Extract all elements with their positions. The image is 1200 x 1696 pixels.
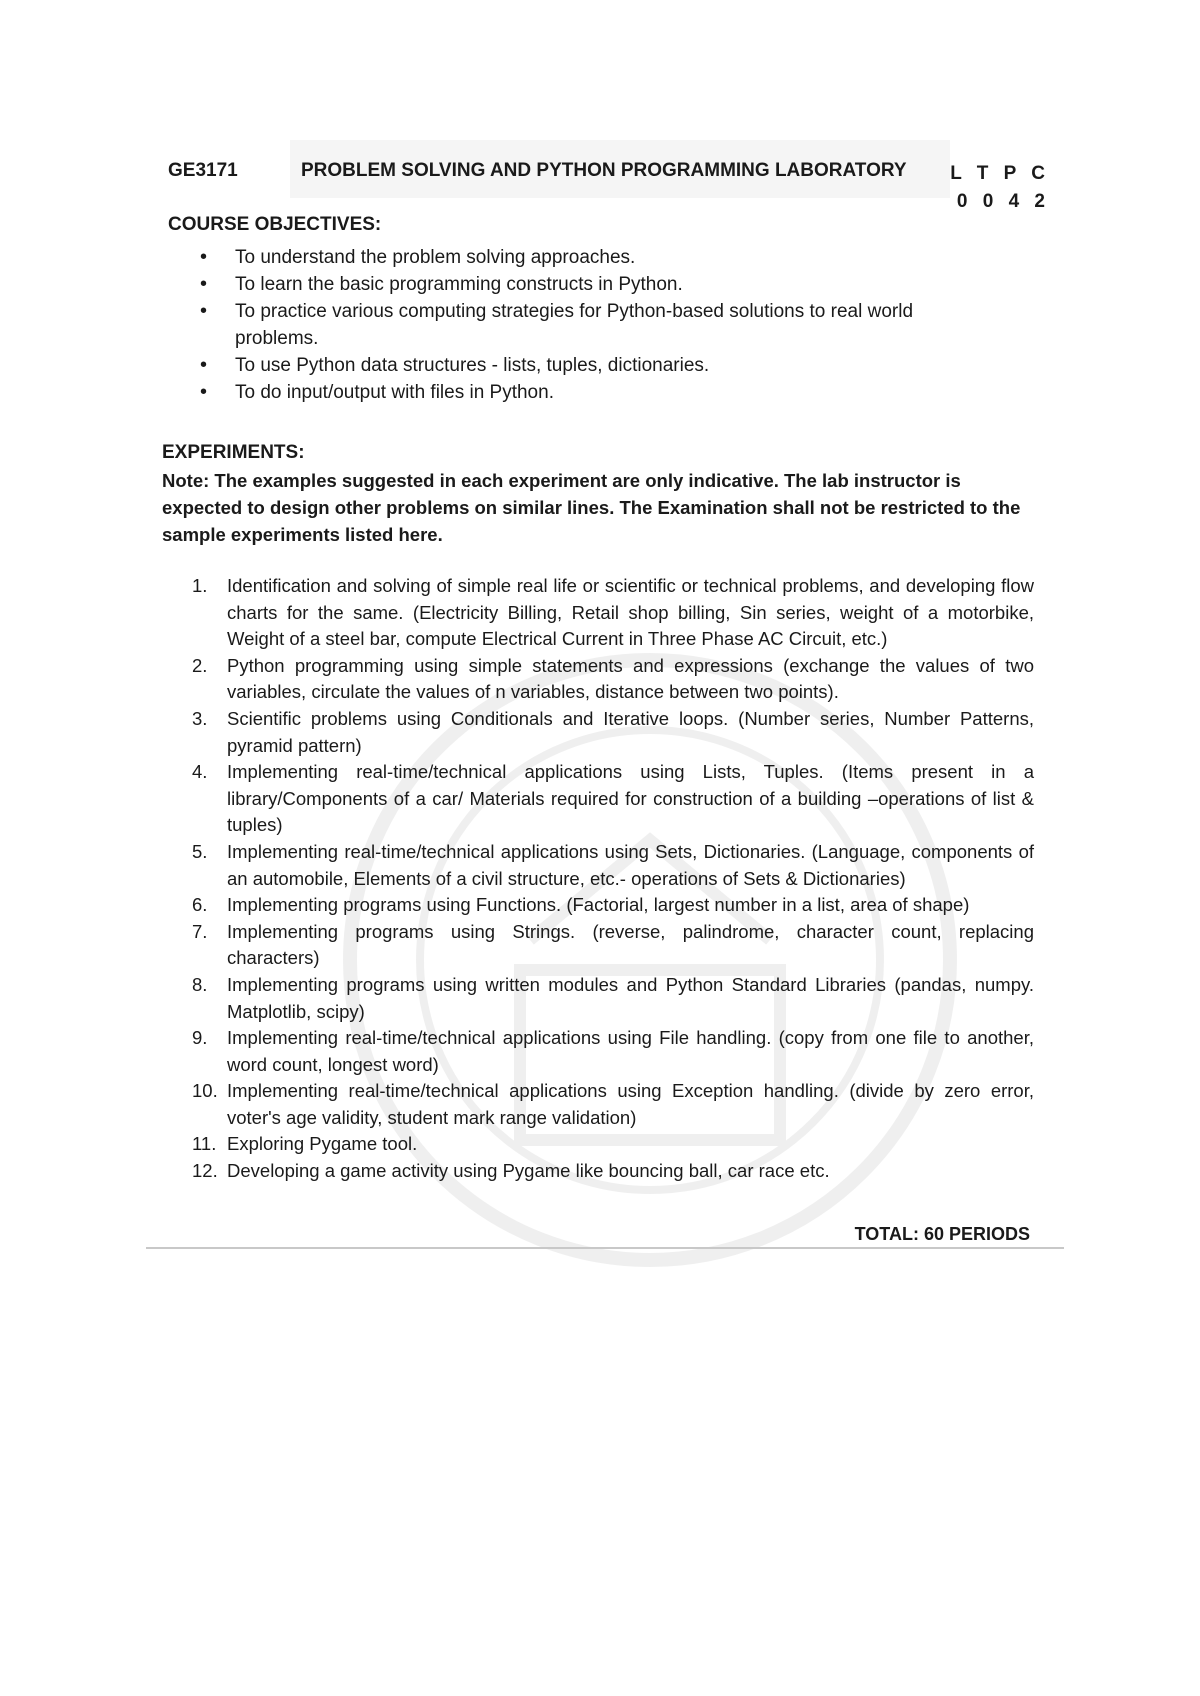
item-number: 9. <box>192 1027 208 1049</box>
experiments-list <box>192 573 1034 1185</box>
item-text: Developing a game activity using Pygame like bouncing ball, car race etc. <box>227 1160 830 1182</box>
item-number: 6. <box>192 894 208 916</box>
item-text: Scientific problems using Conditionals and Iterative loops. (Number series, Number Patterns, pyramid pattern) <box>227 707 1034 756</box>
item-number: 8. <box>192 973 208 995</box>
total-periods: TOTAL: 60 PERIODS <box>854 1224 1030 1244</box>
objectives-list <box>195 244 985 406</box>
course-code: GE3171 <box>168 160 238 181</box>
item-number: 4. <box>192 761 208 783</box>
list-item <box>192 892 1034 919</box>
item-text: Implementing programs using written modules and Python Standard Libraries (pandas, numpy. Matplotlib, scipy) <box>227 973 1034 1022</box>
ltpc-values: 0 0 4 2 <box>956 191 1050 212</box>
list-item <box>192 972 1034 1025</box>
ltpc-block <box>950 160 1050 216</box>
list-item: • To learn the basic programming constructs in Python. <box>195 271 985 298</box>
item-text: Implementing programs using Strings. (reverse, palindrome, character count, replacing characters) <box>227 920 1034 969</box>
item-number: 7. <box>192 920 208 942</box>
divider <box>146 1247 1064 1249</box>
item-number: 1. <box>192 575 208 596</box>
list-item <box>192 1131 1034 1158</box>
list-item <box>192 653 1034 706</box>
item-text: Exploring Pygame tool. <box>227 1133 418 1155</box>
item-number: 2. <box>192 654 208 676</box>
item-text: Python programming using simple statements and expressions (exchange the values of two variables, circulate the values of n variables, distance between two points). <box>227 654 1034 703</box>
item-text: Implementing real-time/technical applications using Exception handling. (divide by zero error, voter's age validity, student mark range validation) <box>227 1080 1034 1128</box>
item-text: Implementing real-time/technical applications using Lists, Tuples. (Items present in a library/Components of a car/ Materials required for construction of a building –operations of list & tuples) <box>227 761 1034 836</box>
experiments-heading: EXPERIMENTS: <box>162 442 305 463</box>
item-text: Implementing real-time/technical applications using Sets, Dictionaries. (Language, components of an automobile, Elements of a civil structure, etc.- operations of Sets & Dictionaries) <box>227 840 1034 889</box>
item-text: Implementing programs using Functions. (Factorial, largest number in a list, area of shape) <box>227 894 970 916</box>
list-item: • To practice various computing strategies for Python-based solutions to real world problems. <box>195 298 985 352</box>
objectives-heading: COURSE OBJECTIVES: <box>168 214 382 235</box>
list-item <box>192 759 1034 839</box>
list-item <box>192 839 1034 892</box>
list-item <box>192 1025 1034 1078</box>
item-number: 11. <box>192 1133 217 1155</box>
list-item <box>192 1158 1034 1185</box>
item-text: Identification and solving of simple real life or scientific or technical problems, and developing flow charts for the same. (Electricity Billing, Retail shop billing, Sin series, weight of a motorbike, Weight of a steel bar, compute Electrical Current in Three Phase AC Circuit, etc.) <box>227 575 1034 650</box>
list-item: • To use Python data structures - lists, tuples, dictionaries. <box>195 352 985 379</box>
list-item: • To understand the problem solving approaches. <box>195 244 985 271</box>
list-item <box>192 919 1034 972</box>
experiments-note: Note: The examples suggested in each experiment are only indicative. The lab instructor is expected to design other problems on similar lines. The Examination shall not be restricted to the sample experiments listed here. <box>162 470 1021 545</box>
list-item <box>192 1078 1034 1131</box>
item-number: 3. <box>192 707 208 729</box>
item-text: Implementing real-time/technical applications using File handling. (copy from one file to another, word count, longest word) <box>227 1027 1034 1075</box>
course-title: PROBLEM SOLVING AND PYTHON PROGRAMMING LABORATORY <box>301 160 907 181</box>
list-item: • To do input/output with files in Python. <box>195 379 985 406</box>
item-number: 5. <box>192 840 208 862</box>
list-item <box>192 706 1034 759</box>
ltpc-labels: L T P C <box>950 163 1050 184</box>
item-number: 10. <box>192 1080 218 1102</box>
item-number: 12. <box>192 1160 218 1182</box>
list-item <box>192 573 1034 653</box>
